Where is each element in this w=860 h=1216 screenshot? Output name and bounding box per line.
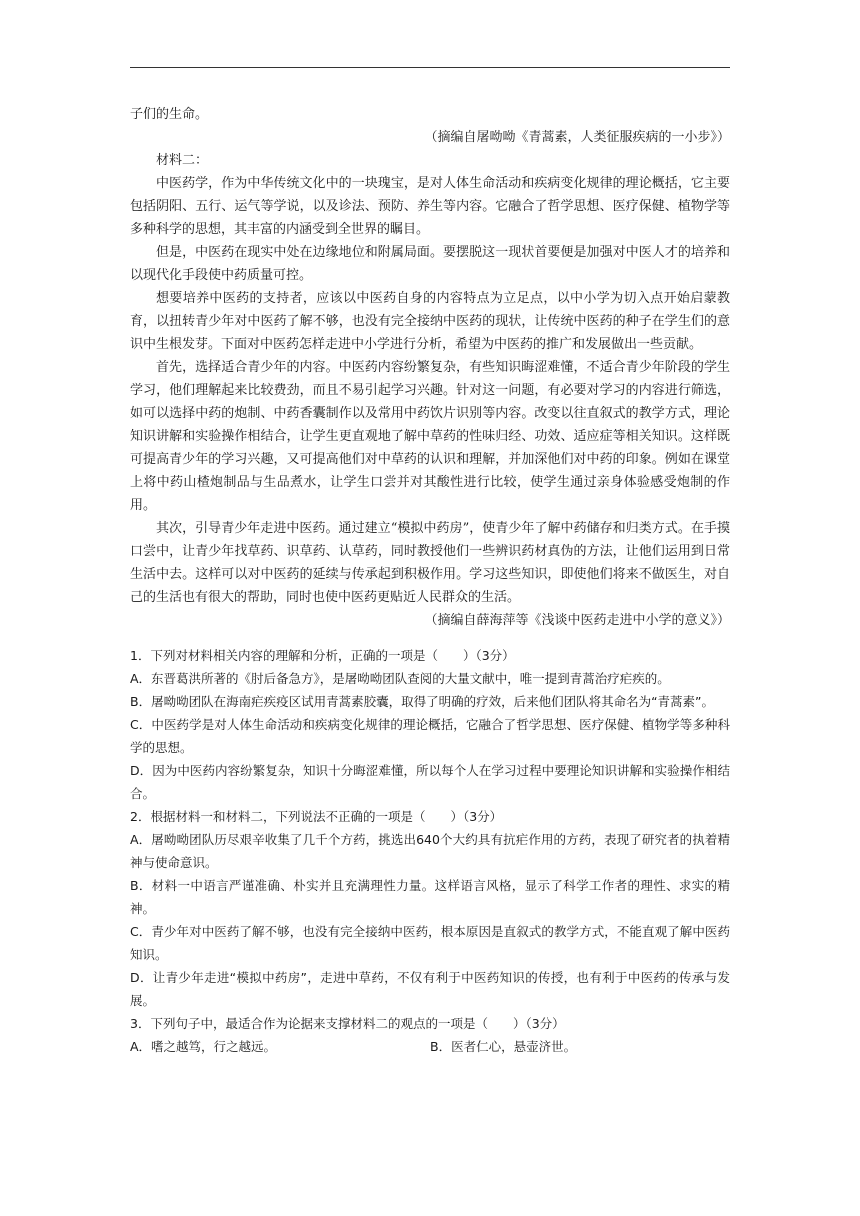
material2-paragraph: 想要培养中医药的支持者，应该以中医药自身的内容特点为立足点，以中小学为切入点开始启蒙教育，以扭转青少年对中医药了解不够，也没有完全接纳中医药的现状，让传统中医药的种子在学生们的意识中生根发芽。下面对中医药怎样走进中小学进行分析，希望为中医药的推广和发展做出一些贡献。 [130,291,730,352]
spacer [130,632,730,644]
question-1-option-b: B．屠呦呦团队在海南疟疾疫区试用青蒿素胶囊，取得了明确的疗效，后来他们团队将其命名为“青蒿素”。 [130,694,715,709]
material2-paragraph: 其次，引导青少年走进中医药。通过建立“模拟中药房”，使青少年了解中药储存和归类方式。在手摸口尝中，让青少年找草药、识草药、认草药，同时教授他们一些辨识药材真伪的方法，让他们运用到日常生活中去。这样可以对中医药的延续与传承起到积极作用。学习这些知识，即使他们将来不做医生，对自己的生活也有很大的帮助，同时也使中医药更贴近人民群众的生活。 [130,521,730,605]
material1-tail: 子们的生命。 [130,107,209,122]
material1-source: （摘编自屠呦呦《青蒿素，人类征服疾病的一小步》） [424,130,730,145]
question-2-option-a: A．屠呦呦团队历尽艰辛收集了几千个方药，挑选出640个大约具有抗疟作用的方药，表现了研究者的执着精神与使命意识。 [130,832,730,870]
document-body [130,103,730,1058]
question-1-option-c: C．中医药学是对人体生命活动和疾病变化规律的理论概括，它融合了哲学思想、医疗保健、植物学等多种科学的思想。 [130,717,730,755]
question-1-stem: 1．下列对材料相关内容的理解和分析，正确的一项是（ ）（3分） [130,648,515,663]
material2-paragraph: 中医药学，作为中华传统文化中的一块瑰宝，是对人体生命活动和疾病变化规律的理论概括，它主要包括阴阳、五行、运气等学说，以及诊法、预防、养生等内容。它融合了哲学思想、医疗保健、植物学等多种科学的思想，其丰富的内涵受到全世界的瞩目。 [130,176,730,237]
question-1-option-d: D．因为中医药内容纷繁复杂，知识十分晦涩难懂，所以每个人在学习过程中要理论知识讲解和实验操作相结合。 [130,763,730,801]
question-3-option-b: B．医者仁心，悬壶济世。 [430,1039,577,1054]
question-2-stem: 2．根据材料一和材料二，下列说法不正确的一项是（ ）（3分） [130,809,503,824]
question-2-option-c: C．青少年对中医药了解不够，也没有完全接纳中医药，根本原因是直叙式的教学方式，不能直观了解中医药知识。 [130,924,730,962]
material2-label: 材料二： [156,153,209,168]
question-3-options-row [130,1035,730,1058]
question-3-stem: 3．下列句子中，最适合作为论据来支撑材料二的观点的一项是（ ）（3分） [130,1016,565,1031]
material2-paragraph: 首先，选择适合青少年的内容。中医药内容纷繁复杂，有些知识晦涩难懂，不适合青少年阶段的学生学习，他们理解起来比较费劲，而且不易引起学习兴趣。针对这一问题，有必要对学习的内容进行筛选，如可以选择中药的炮制、中药香囊制作以及常用中药饮片识别等内容。改变以往直叙式的教学方式，理论知识讲解和实验操作相结合，让学生更直观地了解中草药的性味归经、功效、适应症等相关知识。这样既可提高青少年的学习兴趣，又可提高他们对中草药的认识和理解，并加深他们对中药的印象。例如在课堂上将中药山楂炮制品与生品煮水，让学生口尝并对其酸性进行比较，使学生通过亲身体验感受炮制的作用。 [130,360,730,513]
question-2-option-b: B．材料一中语言严谨准确、朴实并且充满理性力量。这样语言风格，显示了科学工作者的理性、求实的精神。 [130,878,730,916]
question-2-option-d: D．让青少年走进“模拟中药房”，走进中草药，不仅有利于中医药知识的传授，也有利于中医药的传承与发展。 [130,970,730,1008]
header-rule [130,67,730,68]
material2-paragraph: 但是，中医药在现实中处在边缘地位和附属局面。要摆脱这一现状首要便是加强对中医人才的培养和以现代化手段使中药质量可控。 [130,245,730,283]
question-3-option-a: A．嗜之越笃，行之越远。 [130,1039,277,1054]
question-1-option-a: A．东晋葛洪所著的《肘后备急方》，是屠呦呦团队查阅的大量文献中，唯一提到青蒿治疗疟疾的。 [130,671,670,686]
material2-source: （摘编自薛海萍等《浅谈中医药走进中小学的意义》） [424,613,730,628]
